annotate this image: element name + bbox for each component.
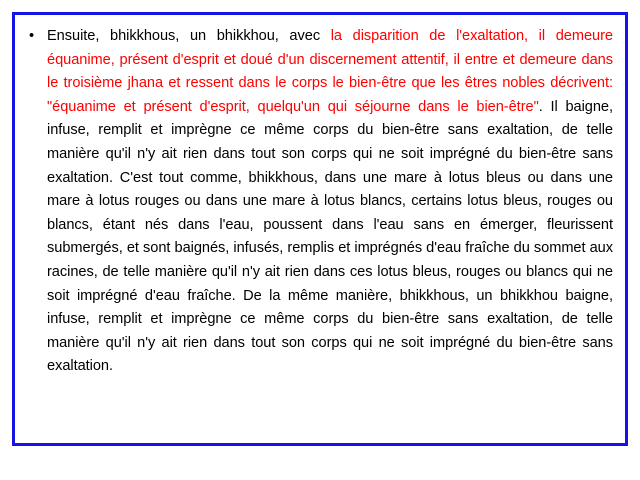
paragraph-segment-1: la disparition de l'exaltation, il demeure équanime, présent d'esprit et doué d'un discernement attentif, il entre et demeure dans le troisième jhana et ressent dans le corps le bien-être que les êtres nobles décrivent: "équanime et présent d'esprit, quelqu'un qui séjourne dans le bien-être" xyxy=(47,28,613,115)
paragraph-segment-0: Ensuite, bhikkhous, un bhikkhou, avec xyxy=(47,28,331,44)
bullet-list-item xyxy=(27,25,613,379)
body-paragraph xyxy=(47,25,613,379)
paragraph-segment-2: . Il baigne, infuse, remplit et imprègne ce même corps du bien-être sans exaltation, de telle manière qu'il n'y ait rien dans tout son corps qui ne soit imprégné du bien-être sans exaltation. C'est tout comme, bhikkhous, dans une mare à lotus bleus ou dans une mare à lotus rouges ou dans une mare à lotus blancs, certains lotus bleus, rouges ou blancs, étant nés dans l'eau, poussent dans l'eau sans en émerger, fleurissent submergés, et sont baignés, infusés, remplis et imprégnés d'eau fraîche du sommet aux racines, de telle manière qu'il n'y ait rien dans ces lotus bleus, rouges ou blancs qui ne soit imprégné d'eau fraîche. De la même manière, bhikkhous, un bhikkhou baigne, infuse, remplit et imprègne ce même corps du bien-être sans exaltation, de telle manière qu'il n'y ait rien dans tout son corps qui ne soit imprégné du bien-être sans exaltation. xyxy=(47,98,613,375)
bordered-text-box xyxy=(12,12,628,446)
bullet-marker: • xyxy=(29,28,35,44)
